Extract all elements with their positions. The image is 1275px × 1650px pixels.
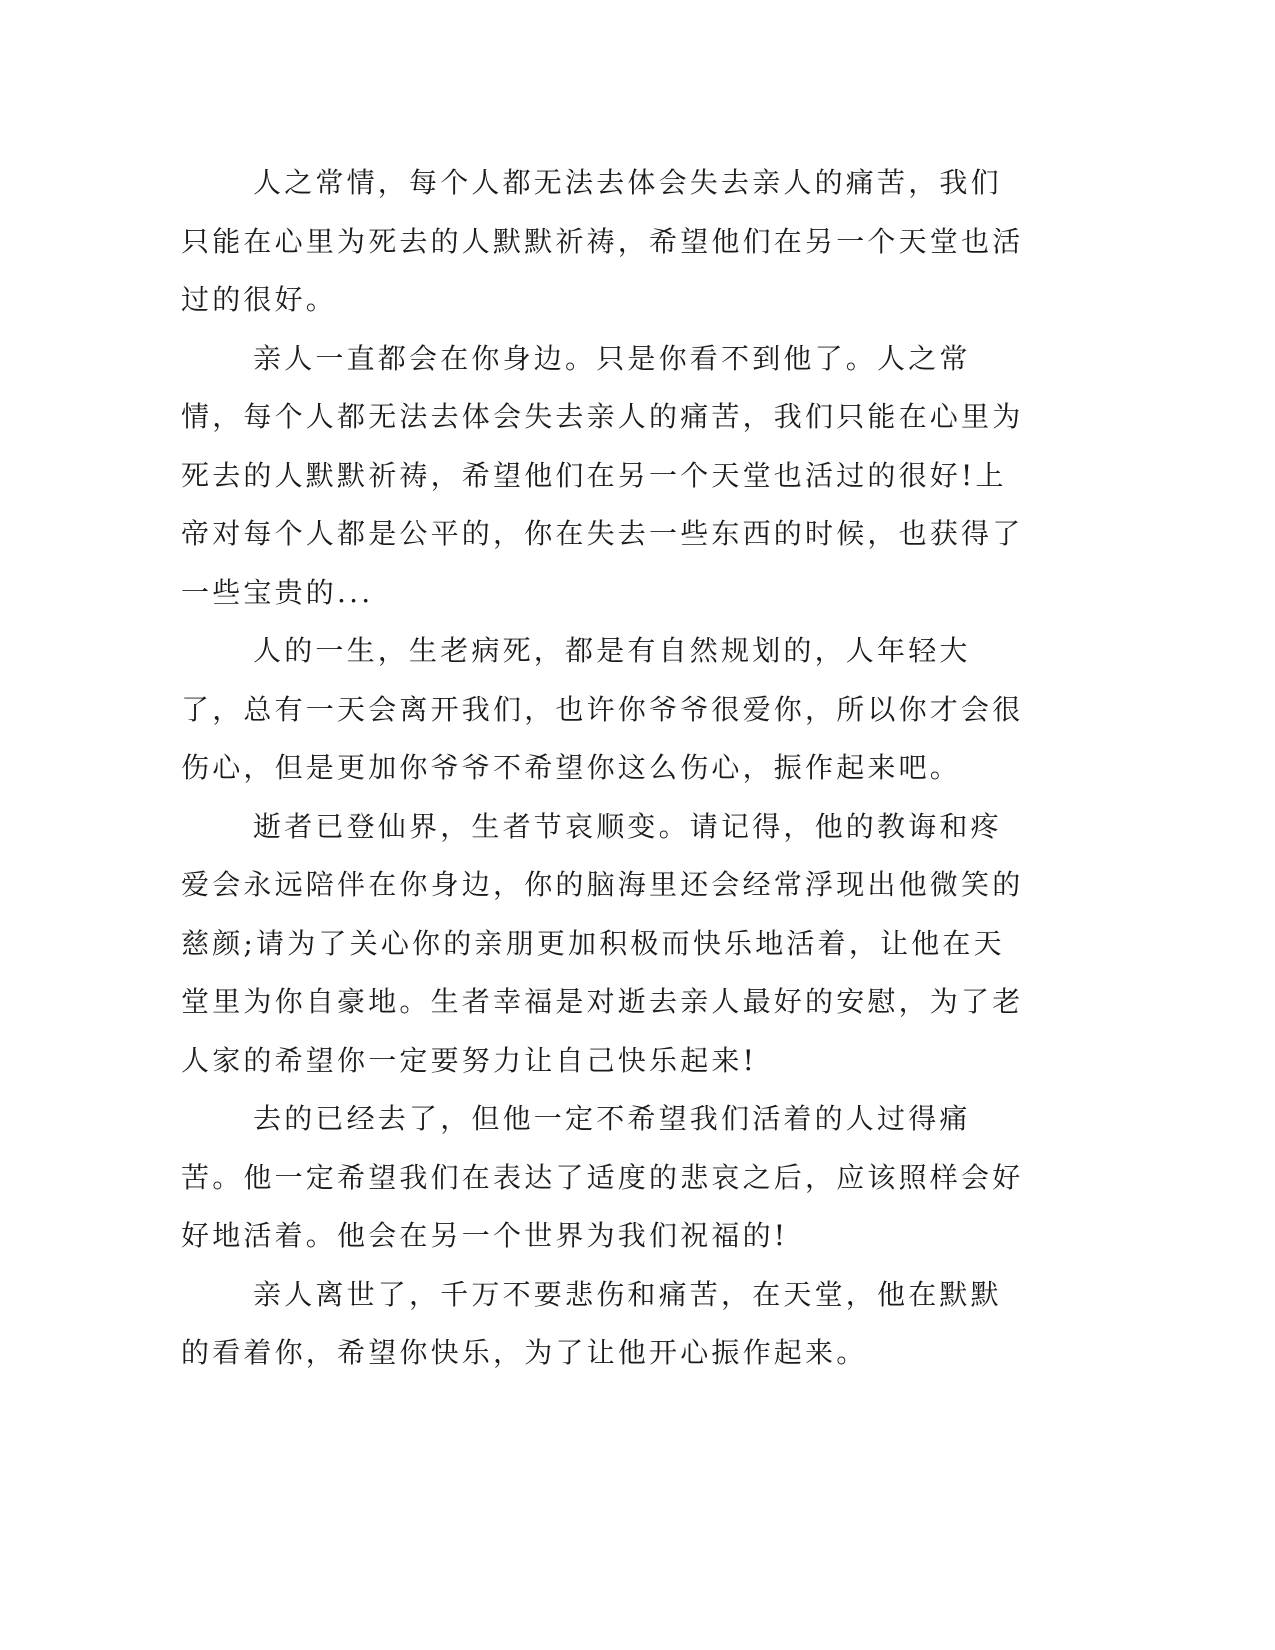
paragraph-3: 人的一生，生老病死，都是有自然规划的，人年轻大了，总有一天会离开我们，也许你爷爷很爱你，所以你才会很伤心，但是更加你爷爷不希望你这么伤心，振作起来吧。 bbox=[181, 634, 1024, 784]
paragraph-1: 人之常情，每个人都无法去体会失去亲人的痛苦，我们只能在心里为死去的人默默祈祷，希望他们在另一个天堂也活过的很好。 bbox=[181, 166, 1024, 316]
paragraph-6: 亲人离世了，千万不要悲伤和痛苦，在天堂，他在默默的看着你，希望你快乐，为了让他开心振作起来。 bbox=[181, 1277, 1002, 1369]
document-body bbox=[181, 154, 1031, 1383]
paragraph-4: 逝者已登仙界，生者节哀顺变。请记得，他的教诲和疼爱会永远陪伴在你身边，你的脑海里还会经常浮现出他微笑的慈颜;请为了关心你的亲朋更加积极而快乐地活着，让他在天堂里为你自豪地。生者幸福是对逝去亲人最好的安慰，为了老人家的希望你一定要努力让自己快乐起来! bbox=[181, 809, 1024, 1077]
paragraph-5: 去的已经去了，但他一定不希望我们活着的人过得痛苦。他一定希望我们在表达了适度的悲哀之后，应该照样会好好地活着。他会在另一个世界为我们祝福的! bbox=[181, 1102, 1024, 1252]
paragraph-2: 亲人一直都会在你身边。只是你看不到他了。人之常情，每个人都无法去体会失去亲人的痛苦，我们只能在心里为死去的人默默祈祷，希望他们在另一个天堂也活过的很好!上帝对每个人都是公平的，你在失去一些东西的时候，也获得了一些宝贵的... bbox=[181, 341, 1024, 609]
